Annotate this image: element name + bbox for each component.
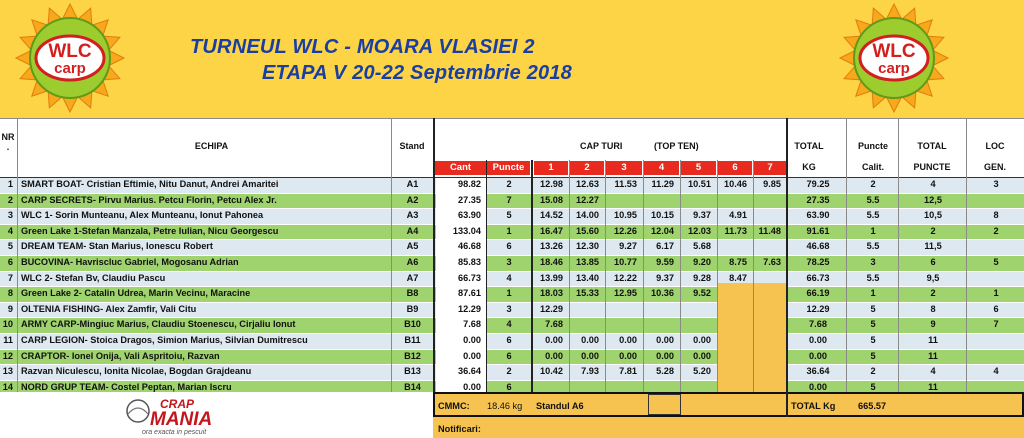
row-cant: 7.68 [436, 318, 486, 333]
row-turn-5: 5.20 [693, 366, 711, 377]
row-calit: 2 [870, 179, 876, 189]
row-turn-6: 11.73 [724, 225, 747, 236]
row-turn-1: 15.08 [540, 194, 563, 205]
row-total-kg: 66.19 [806, 288, 830, 299]
cmmc-stand: Standul A6 [536, 401, 584, 411]
table-row [0, 240, 1024, 255]
row-turn-1: 16.47 [540, 225, 563, 236]
row-team: CARP SECRETS- Pirvu Marius. Petcu Florin, Petcu Alex Jr. [21, 194, 277, 205]
row-turn-7: 9.85 [763, 179, 781, 189]
header-calit: Calit. [861, 162, 884, 172]
row-total-puncte: 4 [930, 179, 936, 189]
row-turn-5: 9.52 [693, 288, 711, 299]
wlc-carp-logo-left [14, 2, 126, 114]
row-nr: 9 [7, 303, 13, 314]
cmmc-label: CMMC: [438, 401, 470, 411]
row-puncte: 3 [506, 303, 512, 314]
header-turn-1: 1 [534, 161, 568, 175]
row-stand: A2 [406, 194, 419, 205]
row-total-kg: 0.00 [809, 350, 827, 361]
row-nr: 11 [3, 335, 13, 345]
row-turn-2: 15.33 [576, 288, 599, 299]
row-total-kg: 78.25 [806, 257, 830, 267]
row-turn-4: 9.59 [656, 257, 674, 267]
row-turn-2: 12.63 [576, 179, 599, 189]
row-total-puncte: 2 [930, 288, 936, 299]
row-nr: 7 [7, 272, 13, 283]
row-calit: 5 [870, 319, 876, 330]
row-total-kg: 46.68 [806, 241, 830, 252]
row-turn-3: 7.81 [619, 366, 637, 377]
table-row [0, 318, 1024, 333]
svg-text:carp: carp [878, 60, 910, 77]
row-calit: 5.5 [866, 210, 880, 221]
row-nr: 4 [7, 225, 13, 236]
header-cant: Cant [435, 161, 486, 175]
row-puncte: 3 [506, 257, 512, 267]
table-row [0, 256, 1024, 271]
row-turn-6: 8.47 [729, 272, 747, 283]
row-turn-1: 14.52 [540, 210, 563, 221]
cmmc-value: 18.46 kg [487, 401, 523, 411]
row-turn-4: 10.36 [651, 288, 674, 299]
row-puncte: 1 [506, 288, 512, 299]
row-cant: 133.04 [436, 225, 486, 240]
row-stand: A6 [406, 257, 419, 267]
row-stand: B13 [404, 366, 421, 377]
row-turn-4: 12.04 [651, 225, 674, 236]
header-puncte: PUNCTE [913, 162, 951, 172]
row-nr: 10 [2, 319, 13, 330]
row-stand: B11 [404, 335, 421, 345]
row-team: CRAPTOR- Ionel Onija, Vali Aspritoiu, Razvan [21, 350, 220, 361]
row-calit: 5.5 [866, 194, 880, 205]
table-row [0, 365, 1024, 380]
row-cant: 66.73 [436, 272, 486, 287]
row-puncte: 5 [506, 210, 512, 221]
crapmania-logo [120, 394, 280, 436]
svg-text:WLC: WLC [872, 41, 916, 62]
row-team: ARMY CARP-Mingiuc Marius, Claudiu Stoenescu, Cirjaliu Ionut [21, 319, 296, 330]
row-loc: 8 [993, 210, 999, 221]
row-puncte: 1 [506, 225, 512, 236]
header-cap-turi: CAP TURI [580, 141, 623, 151]
row-turn-5: 9.37 [693, 210, 711, 221]
row-team: Green Lake 1-Stefan Manzala, Petre Iulian, Nicu Georgescu [21, 225, 279, 236]
row-turn-1: 10.42 [540, 366, 563, 377]
row-turn-2: 7.93 [581, 366, 599, 377]
row-nr: 3 [7, 210, 13, 221]
header-total: TOTAL [794, 141, 824, 151]
row-stand: B14 [404, 381, 421, 392]
row-loc: 6 [993, 303, 999, 314]
row-turn-2: 0.00 [581, 335, 599, 345]
row-stand: A3 [406, 210, 419, 221]
row-nr: 2 [7, 194, 13, 205]
total-kg-value: 665.57 [858, 401, 887, 411]
row-total-puncte: 9 [930, 319, 936, 330]
row-team: Green Lake 2- Catalin Udrea, Marin Vecinu, Maracine [21, 288, 251, 299]
row-total-puncte: 4 [930, 366, 936, 377]
svg-text:CRAP: CRAP [160, 397, 195, 411]
row-team: WLC 1- Sorin Munteanu, Alex Munteanu, Ionut Pahonea [21, 210, 264, 221]
row-puncte: 2 [506, 179, 512, 189]
row-loc: 4 [993, 366, 999, 377]
row-cant: 98.82 [436, 178, 486, 193]
row-team: SMART BOAT- Cristian Eftimie, Nitu Danut, Andrei Amaritei [21, 179, 279, 189]
row-calit: 5 [870, 381, 876, 392]
row-turn-1: 12.98 [540, 179, 563, 189]
row-turn-3: 12.22 [614, 272, 637, 283]
row-calit: 5 [870, 303, 876, 314]
row-turn-5: 9.28 [693, 272, 711, 283]
row-cant: 0.00 [436, 334, 486, 349]
row-team: CARP LEGION- Stoica Dragos, Simion Marius, Silvian Dumitrescu [21, 335, 308, 345]
tournament-title: TURNEUL WLC - MOARA VLASIEI 2 [190, 36, 535, 58]
row-turn-1: 13.26 [540, 241, 563, 252]
row-turn-4: 10.15 [651, 210, 674, 221]
row-turn-6: 8.75 [729, 257, 747, 267]
row-cant: 85.83 [436, 256, 486, 271]
row-turn-6: 10.46 [724, 179, 747, 189]
row-stand: B9 [406, 303, 419, 314]
table-row [0, 209, 1024, 224]
row-total-puncte: 11 [928, 335, 938, 345]
row-turn-1: 18.46 [540, 257, 563, 267]
row-stand: B8 [406, 288, 419, 299]
row-total-kg: 7.68 [809, 319, 827, 330]
row-total-kg: 0.00 [809, 335, 827, 345]
header-turn-7: 7 [754, 161, 786, 175]
row-nr: 1 [7, 179, 13, 189]
row-turn-3: 0.00 [619, 350, 637, 361]
row-puncte: 6 [506, 241, 512, 252]
row-total-puncte: 11,5 [924, 241, 942, 252]
row-calit: 5 [870, 350, 876, 361]
row-cant: 0.00 [436, 350, 486, 365]
row-turn-1: 13.99 [540, 272, 563, 283]
svg-text:carp: carp [54, 60, 86, 77]
row-turn-4: 6.17 [656, 241, 674, 252]
row-calit: 5 [870, 335, 876, 345]
row-turn-6: 4.91 [729, 210, 747, 221]
cmmc-box [648, 394, 681, 415]
row-turn-2: 12.30 [576, 241, 599, 252]
row-turn-7: 7.63 [763, 257, 781, 267]
row-turn-4: 0.00 [656, 335, 674, 345]
svg-text:WLC: WLC [48, 41, 92, 62]
row-loc: 2 [993, 225, 999, 236]
header-nr: NR [1, 132, 15, 142]
row-puncte: 4 [506, 272, 512, 283]
row-stand: A7 [406, 272, 419, 283]
row-turn-2: 12.27 [576, 194, 599, 205]
row-total-puncte: 6 [930, 257, 936, 267]
total-kg-label: TOTAL Kg [791, 401, 836, 411]
table-row [0, 178, 1024, 193]
header-turn-4: 4 [644, 161, 679, 175]
table-row [0, 334, 1024, 349]
row-turn-2: 13.85 [576, 257, 599, 267]
row-loc: 5 [993, 257, 999, 267]
row-team: BUCOVINA- Havriscluc Gabriel, Mogosanu Adrian [21, 257, 239, 267]
header-puncte-etapa: Puncte [487, 161, 530, 175]
row-turn-5: 10.51 [688, 179, 711, 189]
svg-text:ora exacta in pescuit: ora exacta in pescuit [142, 429, 207, 436]
row-total-puncte: 2 [930, 225, 936, 236]
row-turn-1: 7.68 [545, 319, 563, 330]
row-loc: 1 [993, 288, 999, 299]
row-total-kg: 36.64 [806, 366, 830, 377]
table-row [0, 272, 1024, 287]
row-total-puncte: 9,5 [926, 272, 940, 283]
row-loc: 3 [993, 179, 999, 189]
row-total-puncte: 11 [928, 350, 938, 361]
row-total-puncte: 12,5 [924, 194, 942, 205]
row-cant: 63.90 [436, 209, 486, 224]
row-stand: B10 [404, 319, 421, 330]
row-turn-4: 5.28 [656, 366, 674, 377]
row-turn-5: 0.00 [693, 335, 711, 345]
row-turn-1: 0.00 [545, 335, 563, 345]
row-stand: B12 [404, 350, 421, 361]
row-turn-2: 0.00 [581, 350, 599, 361]
row-turn-2: 14.00 [576, 210, 599, 221]
row-cant: 0.00 [436, 381, 486, 396]
row-puncte: 6 [506, 381, 512, 392]
header-total-puncte: TOTAL [917, 141, 947, 151]
row-turn-3: 11.53 [614, 179, 637, 189]
row-total-kg: 91.61 [806, 225, 830, 236]
row-turn-3: 0.00 [619, 335, 637, 345]
row-nr: 5 [7, 241, 13, 252]
row-puncte: 2 [506, 366, 512, 377]
row-total-kg: 0.00 [809, 381, 827, 392]
header-turn-2: 2 [570, 161, 604, 175]
table-row [0, 194, 1024, 209]
row-turn-3: 12.26 [614, 225, 637, 236]
row-turn-1: 12.29 [540, 303, 563, 314]
header-top-ten: (TOP TEN) [654, 141, 699, 151]
row-nr: 8 [7, 288, 13, 299]
header-turn-5: 5 [681, 161, 716, 175]
row-cant: 46.68 [436, 240, 486, 255]
row-stand: A4 [406, 225, 419, 236]
row-puncte: 7 [506, 194, 512, 205]
row-total-puncte: 8 [930, 303, 936, 314]
header-nr-dot: . [6, 142, 10, 152]
row-nr: 12 [2, 350, 13, 361]
row-calit: 1 [870, 288, 876, 299]
row-puncte: 4 [506, 319, 512, 330]
row-team: DREAM TEAM- Stan Marius, Ionescu Robert [21, 241, 213, 252]
row-total-kg: 27.35 [806, 194, 830, 205]
banner [0, 0, 1024, 118]
table-row [0, 287, 1024, 302]
row-turn-3: 12.95 [614, 288, 637, 299]
row-total-kg: 79.25 [806, 179, 830, 189]
row-total-kg: 66.73 [806, 272, 830, 283]
table-row [0, 225, 1024, 240]
row-turn-4: 0.00 [656, 350, 674, 361]
empty-turns-block [718, 283, 786, 392]
header-kg: KG [802, 162, 816, 172]
row-turn-4: 11.29 [651, 179, 674, 189]
row-turn-3: 10.77 [614, 257, 637, 267]
svg-text:MANIA: MANIA [150, 409, 213, 430]
row-team: NORD GRUP TEAM- Costel Peptan, Marian Iscru [21, 381, 232, 392]
row-calit: 5.5 [866, 272, 880, 283]
row-total-kg: 63.90 [806, 210, 830, 221]
row-stand: A1 [406, 179, 419, 189]
row-turn-2: 15.60 [576, 225, 599, 236]
row-total-kg: 12.29 [806, 303, 830, 314]
row-team: WLC 2- Stefan Bv, Claudiu Pascu [21, 272, 166, 283]
row-nr: 13 [2, 366, 13, 377]
row-turn-3: 10.95 [614, 210, 637, 221]
row-turn-7: 11.48 [758, 225, 781, 236]
row-cant: 87.61 [436, 287, 486, 302]
row-total-puncte: 10,5 [924, 210, 942, 221]
row-calit: 5.5 [866, 241, 880, 252]
row-turn-5: 0.00 [693, 350, 711, 361]
row-total-puncte: 11 [928, 381, 938, 392]
row-calit: 1 [870, 225, 876, 236]
row-cant: 12.29 [436, 303, 486, 318]
row-turn-1: 0.00 [545, 350, 563, 361]
row-cant: 27.35 [436, 194, 486, 209]
row-puncte: 6 [506, 335, 512, 345]
header-stand: Stand [399, 141, 425, 151]
wlc-carp-logo-right [838, 2, 950, 114]
row-turn-4: 9.37 [656, 272, 674, 283]
row-puncte: 6 [506, 350, 512, 361]
header-turn-3: 3 [606, 161, 642, 175]
row-turn-2: 13.40 [576, 272, 599, 283]
row-nr: 6 [7, 257, 13, 267]
table-row [0, 303, 1024, 318]
row-calit: 2 [870, 366, 876, 377]
table-row [0, 350, 1024, 365]
header-turn-6: 6 [718, 161, 752, 175]
header-loc: LOC [985, 141, 1005, 151]
row-team: Razvan Niculescu, Ionita Nicolae, Bogdan Grajdeanu [21, 366, 252, 377]
stage-title: ETAPA V 20-22 Septembrie 2018 [262, 62, 573, 84]
row-turn-5: 9.20 [693, 257, 711, 267]
row-turn-1: 18.03 [540, 288, 563, 299]
header-echipa: ECHIPA [194, 141, 229, 151]
row-nr: 14 [2, 381, 13, 392]
row-loc: 7 [993, 319, 999, 330]
header-gen: GEN. [983, 162, 1006, 172]
header-puncte-calit: Puncte [857, 141, 888, 151]
row-stand: A5 [406, 241, 419, 252]
row-turn-5: 5.68 [693, 241, 711, 252]
row-turn-3: 9.27 [619, 241, 637, 252]
results-table [0, 118, 1024, 438]
row-team: OLTENIA FISHING- Alex Zamfir, Vali Citu [21, 303, 197, 314]
notificari-label: Notificari: [438, 424, 481, 434]
row-calit: 3 [870, 257, 876, 267]
row-cant: 36.64 [436, 365, 486, 380]
row-turn-5: 12.03 [688, 225, 711, 236]
